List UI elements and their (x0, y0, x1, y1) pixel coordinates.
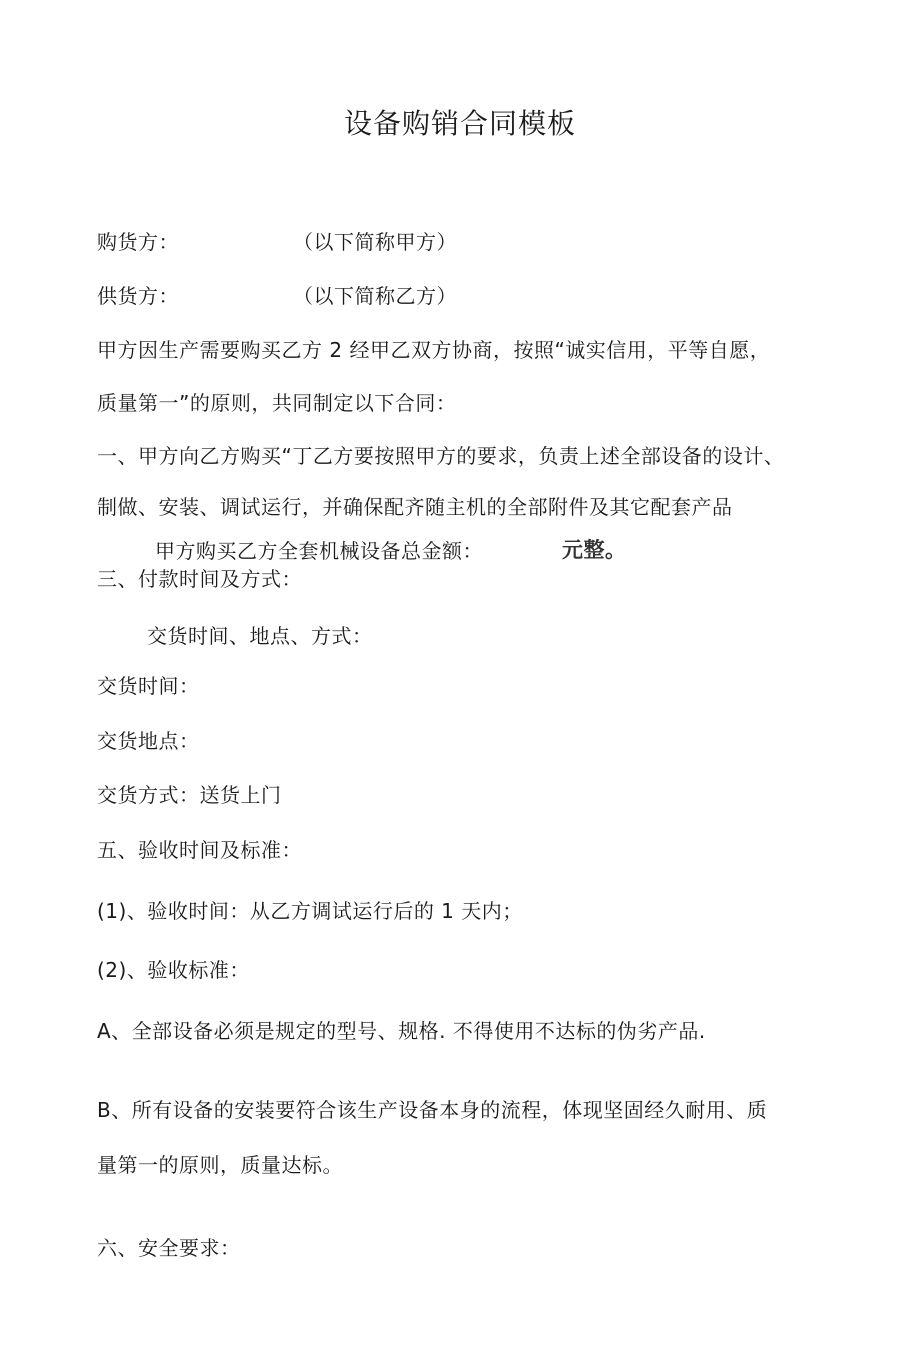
acceptance-standard: (2)、验收标准： (97, 958, 250, 982)
buyer-note: （以下简称甲方） (293, 230, 457, 254)
intro-line-2: 质量第一”的原则，共同制定以下合同： (97, 391, 457, 415)
clause-1-line-2: 制做、安装、调试运行，并确保配齐随主机的全部附件及其它配套产品 (97, 495, 733, 519)
buyer-line (97, 229, 179, 255)
clause-3-heading: 三、付款时间及方式： (97, 567, 302, 591)
total-amount-line: 甲方购买乙方全套机械设备总金额： (155, 539, 483, 563)
delivery-place: 交货地点： (97, 729, 200, 753)
total-amount-unit: 元整。 (562, 538, 627, 562)
delivery-method: 交货方式：送货上门 (97, 783, 282, 807)
supplier-line (97, 283, 179, 309)
intro-line-1: 甲方因生产需要购买乙方 2 经甲乙双方协商，按照“诚实信用，平等自愿， (97, 338, 771, 362)
delivery-heading: 交货时间、地点、方式： (147, 624, 373, 648)
delivery-time: 交货时间： (97, 674, 200, 698)
acceptance-time: (1)、验收时间：从乙方调试运行后的 1 天内； (97, 899, 523, 923)
item-b-line-2: 量第一的原则，质量达标。 (97, 1153, 343, 1177)
item-a: A、全部设备必须是规定的型号、规格. 不得使用不达标的伪劣产品. (97, 1019, 706, 1043)
clause-6-heading: 六、安全要求： (97, 1236, 241, 1260)
clause-1-line-1: 一、甲方向乙方购买“丁乙方要按照甲方的要求，负责上述全部设备的设计、 (97, 444, 785, 468)
item-b-line-1: B、所有设备的安装要符合该生产设备本身的流程，体现坚固经久耐用、质 (97, 1098, 768, 1122)
clause-5-heading: 五、验收时间及标准： (97, 838, 302, 862)
document-title: 设备购销合同模板 (343, 107, 576, 140)
buyer-label: 购货方： (97, 230, 179, 254)
supplier-note: （以下简称乙方） (293, 284, 457, 308)
supplier-label: 供货方： (97, 284, 179, 308)
